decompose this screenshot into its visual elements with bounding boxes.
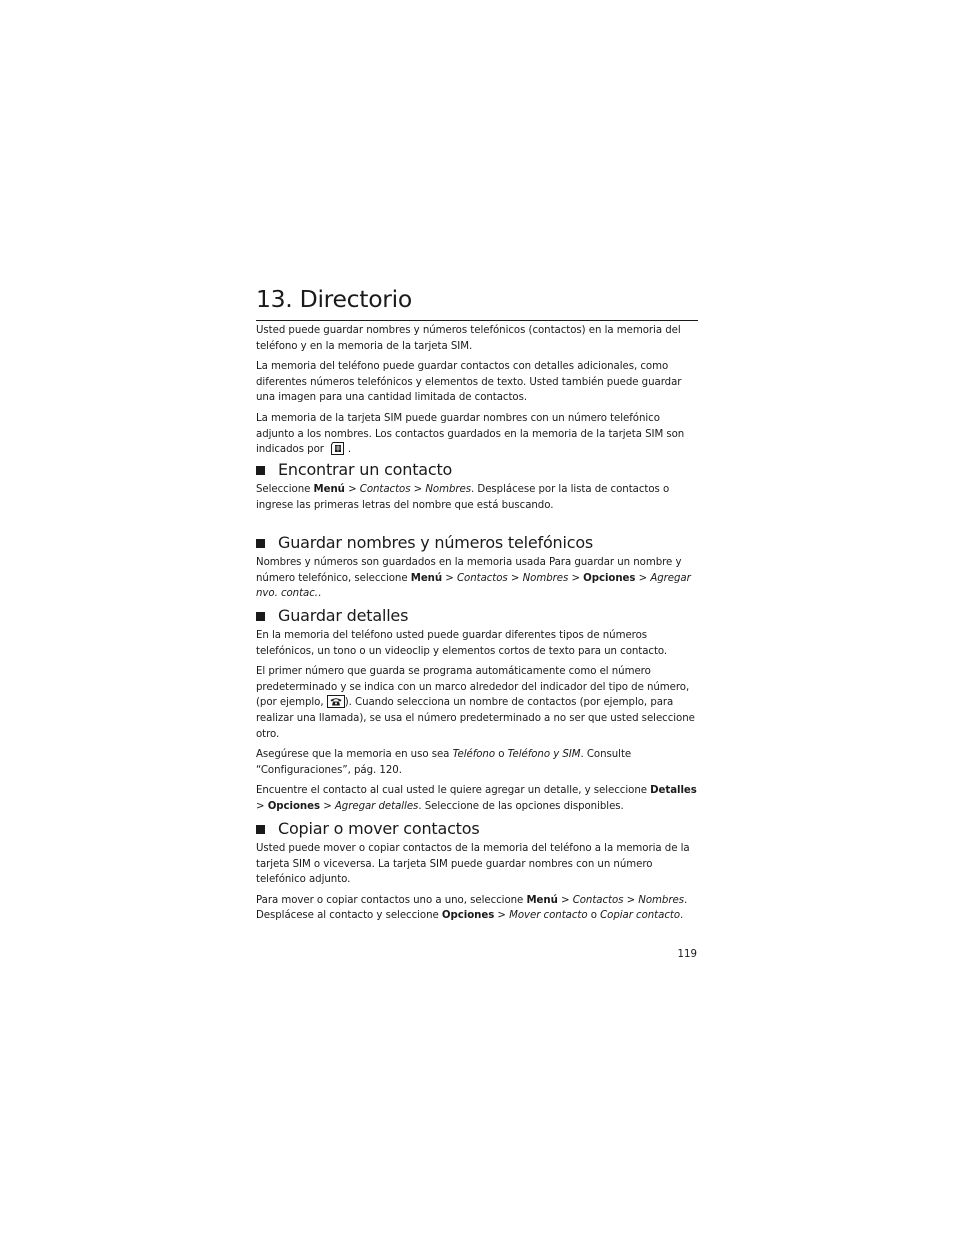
intro-paragraph-1: Usted puede guardar nombres y números telefónicos (contactos) en la memoria del teléfono y en la memoria de la tarjeta SIM. — [256, 325, 681, 352]
detalles-paragraph-1: En la memoria del teléfono usted puede guardar diferentes tipos de números telefónicos, un tono o un videoclip y elementos cortos de texto para un contacto. — [256, 630, 668, 657]
intro-section — [256, 323, 698, 458]
section-copiar-mover — [256, 819, 698, 924]
sim-card-icon — [330, 442, 345, 455]
detalles-paragraph-2: El primer número que guarda se programa automáticamente como el número predeterminado y se indica con un marco alrededor del indicador del tipo de número, (por ejemplo, ). Cuando selecciona un nombre de contactos (por ejemplo, para realizar una llamada), se usa el número predeterminado a no ser que usted seleccione otro. — [256, 666, 695, 740]
page-number: 119 — [677, 949, 697, 960]
copiar-paragraph-2: Para mover o copiar contactos uno a uno, seleccione Menú > Contactos > Nombres. Desplácese al contacto y seleccione Opciones > Mover contacto o Copiar contacto. — [256, 894, 688, 922]
section-heading: Copiar o mover contactos — [256, 819, 698, 839]
detalles-paragraph-3: Asegúrese que la memoria en uso sea Teléfono o Teléfono y SIM. Consulte “Configuraciones”, pág. 120. — [256, 749, 632, 776]
section-encontrar-contacto — [256, 460, 698, 513]
intro-paragraph-2: La memoria del teléfono puede guardar contactos con detalles adicionales, como diferentes números telefónicos y elementos de texto. Usted también puede guardar una imagen para una cantidad limitada de contactos. — [256, 361, 682, 404]
section-paragraph: Nombres y números son guardados en la memoria usada Para guardar un nombre y número telefónico, seleccione Menú > Contactos > Nombres > Opciones > Agregar nvo. contac.. — [256, 557, 691, 600]
section-heading: Guardar nombres y números telefónicos — [256, 533, 698, 553]
chapter-title: 13. Directorio — [256, 284, 698, 321]
intro-paragraph-3: La memoria de la tarjeta SIM puede guardar nombres con un número telefónico adjunto a los nombres. Los contactos guardados en la memoria de la tarjeta SIM son indicados por . — [256, 412, 685, 456]
section-heading: Encontrar un contacto — [256, 460, 698, 480]
section-guardar-nombres — [256, 533, 698, 602]
copiar-paragraph-1: Usted puede mover o copiar contactos de la memoria del teléfono a la memoria de la tarjeta SIM o viceversa. La tarjeta SIM puede guardar nombres con un número telefónico adjunto. — [256, 843, 690, 886]
square-bullet-icon — [256, 539, 265, 548]
section-paragraph: Seleccione Menú > Contactos > Nombres. Desplácese por la lista de contactos o ingrese las primeras letras del nombre que está buscando. — [256, 484, 670, 511]
detalles-paragraph-4: Encuentre el contacto al cual usted le quiere agregar un detalle, y seleccione Detalles > Opciones > Agregar detalles. Seleccione de las opciones disponibles. — [256, 785, 697, 812]
square-bullet-icon — [256, 825, 265, 834]
square-bullet-icon — [256, 466, 265, 475]
section-heading: Guardar detalles — [256, 606, 698, 626]
section-guardar-detalles — [256, 606, 698, 815]
square-bullet-icon — [256, 612, 265, 621]
framed-phone-icon — [327, 695, 345, 708]
